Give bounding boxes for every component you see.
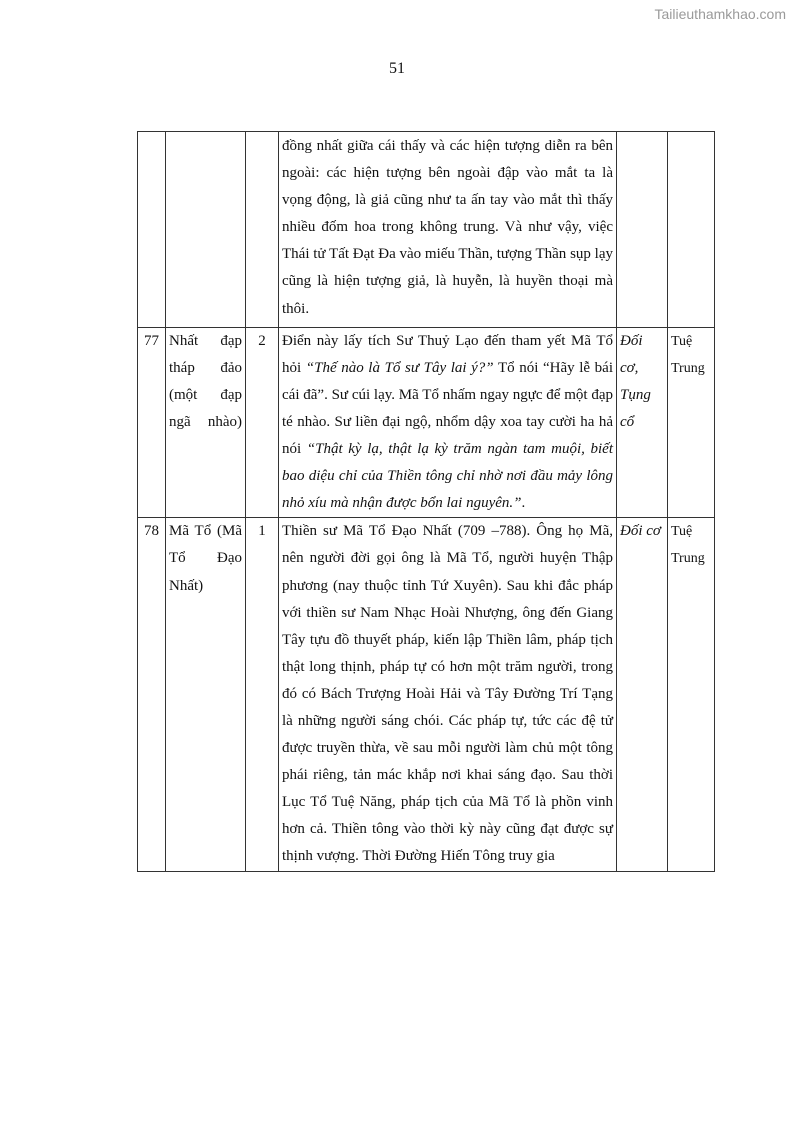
table-row (138, 327, 715, 518)
entry-category: Đối cơ, Tụng cổ (617, 327, 668, 518)
entry-category (617, 132, 668, 328)
entry-count: 2 (246, 327, 279, 518)
entry-term: Nhất đạp tháp đảo (một đạp ngã nhào) (166, 327, 246, 518)
table-row (138, 518, 715, 871)
entry-number: 77 (138, 327, 166, 518)
entry-term (166, 132, 246, 328)
entry-number (138, 132, 166, 328)
entry-term: Mã Tổ (Mã Tổ Đạo Nhất) (166, 518, 246, 871)
description-segment: đồng nhất giữa cái thấy và các hiện tượng diễn ra bên ngoài: các hiện tượng bên ngoài đập vào mắt ta là vọng động, là giả cũng như ta ấn tay vào mắt thì thấy nhiều đốm hoa trong không trung. Và như vậy, việc Thái tử Tất Đạt Đa vào miếu Thần, tượng Thần sụp lạy cũng là hiện tượng giả, là huyễn, là huyền thoại mà thôi. (282, 138, 613, 317)
description-segment: “Thật kỳ lạ, thật lạ kỳ trăm ngàn tam muội, biết bao diệu chỉ của Thiền tông chỉ nhờ nơi đầu mảy lông nhỏ xíu mà nhận được bổn lai nguyên.” (282, 441, 614, 512)
description-segment: Điển này lấy tích Sư Thuỷ Lạo đến tham yết Mã Tổ hỏi (282, 332, 613, 376)
table-row (138, 132, 715, 328)
entry-author: Tuệ Trung (668, 327, 715, 518)
description-segment: . (521, 495, 526, 512)
description-segment: Tổ nói “Hãy lễ bái cái đã”. Sư cúi lạy. Mã Tổ nhấm ngay ngực để một đạp té nhào. Sư liền đại ngộ, nhổm dậy xoa tay cười ha hả nói (282, 359, 613, 458)
entry-description (279, 327, 617, 518)
entry-category: Đối cơ (617, 518, 668, 871)
entry-count: 1 (246, 518, 279, 871)
entry-description (279, 518, 617, 871)
glossary-table (137, 131, 715, 872)
watermark: Tailieuthamkhao.com (654, 6, 786, 22)
entry-description (279, 132, 617, 328)
entry-number: 78 (138, 518, 166, 871)
page-number: 51 (389, 60, 405, 77)
entry-author (668, 132, 715, 328)
description-segment: Thiền sư Mã Tổ Đạo Nhất (709 –788). Ông họ Mã, nên người đời gọi ông là Mã Tổ, người huyện Thập phương (nay thuộc tỉnh Tứ Xuyên). Sau khi đắc pháp với thiền sư Nam Nhạc Hoài Nhượng, ông đến Giang Tây tựu đồ thuyết pháp, kiến lập Thiền lâm, pháp tịch thật long thịnh, pháp tự có hơn một trăm người, trong đó có Bách Trượng Hoài Hải và Tây Đường Trí Tạng là những người sáng chói. Các pháp tự, tức các đệ tử được truyền thừa, về sau mỗi người làm chủ một tông phái riêng, tản mác khắp nơi khai sáng đạo. Sau thời Lục Tổ Tuệ Năng, pháp tịch của Mã Tổ là phồn vinh hơn cả. Thiền tông vào thời kỳ này cũng đạt được sự thịnh vượng. Thời Đường Hiến Tông truy gia (282, 523, 613, 865)
entry-author: Tuệ Trung (668, 518, 715, 871)
entry-count (246, 132, 279, 328)
description-segment: “Thế nào là Tổ sư Tây lai ý?” (305, 359, 494, 376)
